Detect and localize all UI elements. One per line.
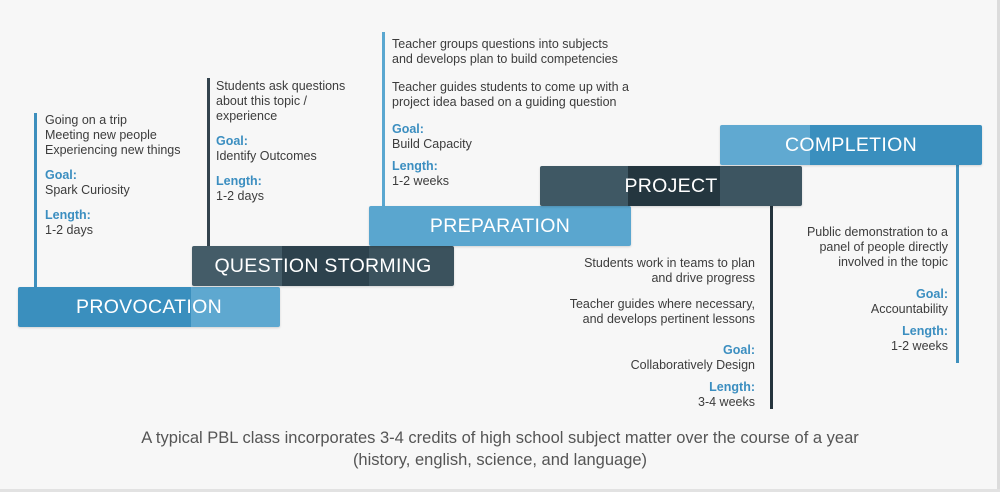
completion-length-label: Length: [902, 324, 948, 338]
project-paragraph1-line: Students work in teams to plan [584, 256, 755, 270]
project-goal: Collaboratively Design [630, 358, 755, 372]
completion-connector-line [956, 163, 959, 363]
preparation-goal: Build Capacity [392, 137, 472, 151]
preparation-goal-label: Goal: [392, 122, 424, 136]
project-details [515, 256, 755, 410]
question-storming-title: QUESTION STORMING [214, 254, 432, 277]
preparation-length-label: Length: [392, 159, 438, 173]
question-storming-length: 1-2 days [216, 189, 264, 203]
project-paragraph2-line: and develops pertinent lessons [582, 312, 755, 326]
project-paragraph2-line: Teacher guides where necessary, [569, 297, 755, 311]
footer-caption-line2: (history, english, science, and language) [352, 451, 648, 469]
project-paragraph1-line: and drive progress [651, 271, 755, 285]
question-storming-details [216, 79, 376, 204]
completion-description-line: involved in the topic [838, 255, 948, 269]
project-title: PROJECT [624, 174, 718, 197]
project-length-label: Length: [709, 380, 755, 394]
preparation-paragraph2-line: project idea based on a guiding question [392, 95, 617, 109]
preparation-paragraph1-line: and develops plan to build competencies [392, 52, 618, 66]
question-storming-connector-line [207, 78, 210, 248]
provocation-item: Meeting new people [45, 128, 157, 142]
provocation-title: PROVOCATION [76, 295, 222, 318]
project-length: 3-4 weeks [698, 395, 755, 409]
question-storming-bar [192, 246, 454, 286]
provocation-details [45, 113, 205, 238]
provocation-connector-line [34, 113, 37, 288]
question-storming-goal: Identify Outcomes [216, 149, 317, 163]
footer-caption [0, 427, 1000, 471]
completion-title: COMPLETION [785, 133, 917, 156]
preparation-paragraph2-line: Teacher guides students to come up with a [392, 80, 629, 94]
completion-details [768, 225, 948, 354]
preparation-bar [369, 206, 631, 246]
completion-description-line: panel of people directly [819, 240, 948, 254]
completion-bar [720, 125, 982, 165]
provocation-item: Going on a trip [45, 113, 127, 127]
provocation-length-label: Length: [45, 208, 91, 222]
question-storming-description-line: Students ask questions [216, 79, 346, 93]
question-storming-description-line: experience [216, 109, 278, 123]
preparation-details [392, 37, 672, 189]
question-storming-description-line: about this topic / [216, 94, 308, 108]
preparation-paragraph1-line: Teacher groups questions into subjects [392, 37, 609, 51]
preparation-connector-line [382, 32, 385, 208]
preparation-title: PREPARATION [429, 214, 571, 237]
provocation-bar [18, 287, 280, 327]
completion-goal-label: Goal: [916, 287, 948, 301]
footer-caption-line1: A typical PBL class incorporates 3-4 credits of high school subject matter over the course of a year [141, 429, 859, 447]
project-goal-label: Goal: [723, 343, 755, 357]
provocation-goal-label: Goal: [45, 168, 77, 182]
completion-description-line: Public demonstration to a [806, 225, 948, 239]
completion-goal: Accountability [870, 302, 948, 316]
question-storming-length-label: Length: [216, 174, 262, 188]
provocation-goal: Spark Curiosity [45, 183, 130, 197]
preparation-length: 1-2 weeks [392, 174, 449, 188]
question-storming-goal-label: Goal: [216, 134, 248, 148]
completion-length: 1-2 weeks [891, 339, 948, 353]
provocation-item: Experiencing new things [45, 143, 181, 157]
provocation-length: 1-2 days [45, 223, 93, 237]
